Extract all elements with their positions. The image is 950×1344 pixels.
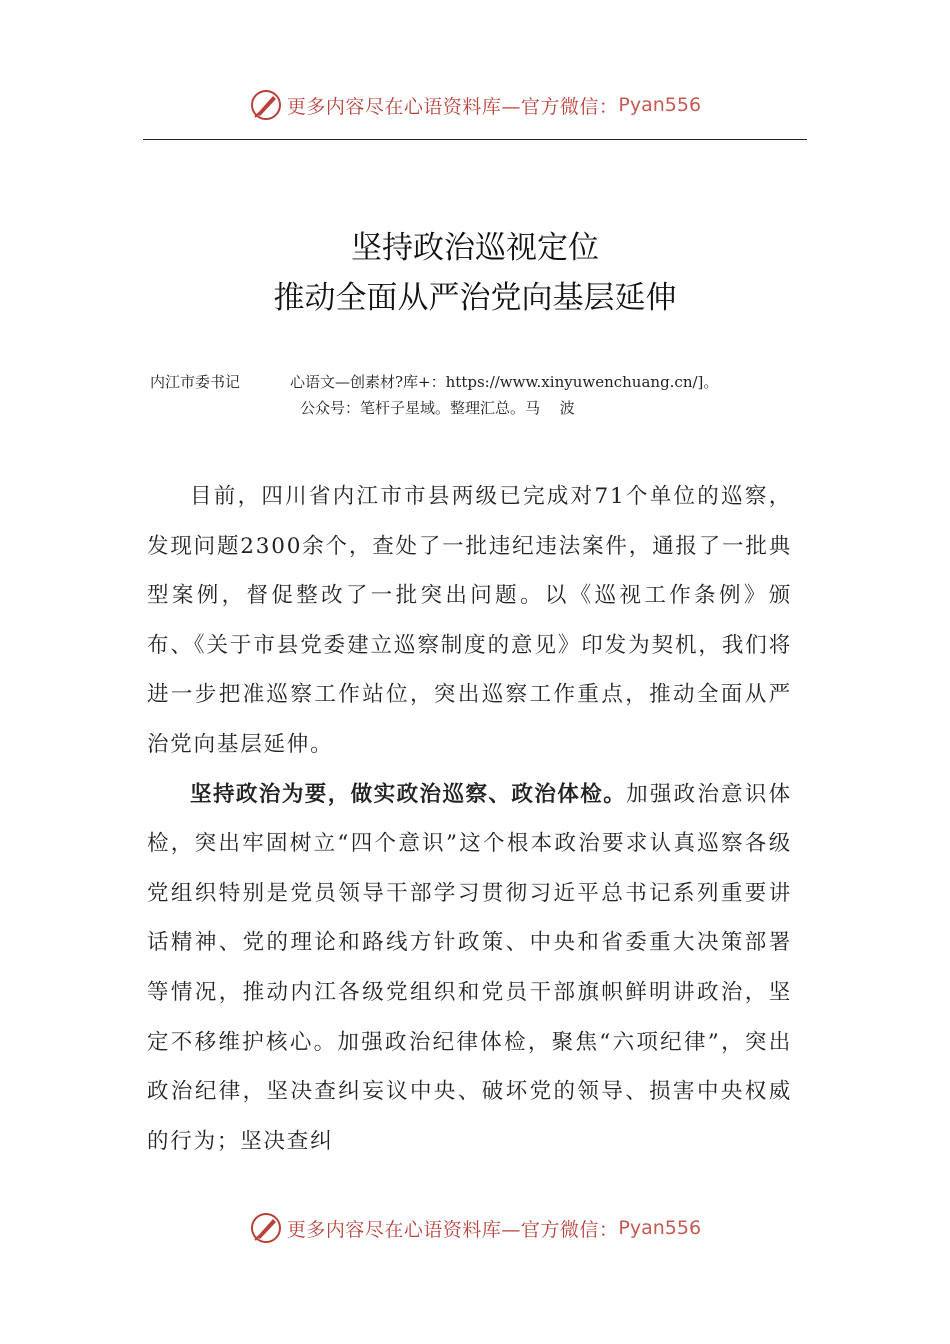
quill-pen-logo-icon xyxy=(249,88,283,122)
paragraph-1: 目前，四川省内江市市县两级已完成对71个单位的巡察，发现问题2300余个，查处了一批违纪违法案件，通报了一批典型案例，督促整改了一批突出问题。以《巡视工作条例》颁布、《关于市县党委建立巡察制度的意见》印发为契机，我们将进一步把准巡察工作站位，突出巡察工作重点，推动全面从严治党向基层延伸。 xyxy=(147,484,792,757)
byline-line2: 公众号：笔杆子星域。整理汇总。马 波 xyxy=(300,399,575,417)
quill-pen-logo-icon xyxy=(249,1211,283,1245)
paragraph-2-body: 加强政治意识体检，突出牢固树立“四个意识”这个根本政治要求认真巡察各级党组织特别是党员领导干部学习贯彻习近平总书记系列重要讲话精神、党的理论和路线方针政策、中央和省委重大决策部署等情况，推动内江各级党组织和党员干部旗帜鲜明讲政治，坚定不移维护核心。加强政治纪律体检，聚焦“六项纪律”，突出政治纪律，坚决查纠妄议中央、破坏党的领导、损害中央权威的行为；坚决查纠 xyxy=(147,781,792,1154)
banner-text: 更多内容尽在心语资料库—官方微信： xyxy=(286,95,619,118)
header-divider xyxy=(143,139,807,140)
paragraph-2 xyxy=(147,770,792,1167)
byline xyxy=(150,369,810,421)
watermark-banner-bottom xyxy=(0,1208,950,1248)
byline-role: 内江市委书记 xyxy=(150,373,241,391)
banner-wechat-id: Pyan556 xyxy=(618,1217,702,1239)
document-title-line2: 推动全面从严治党向基层延伸 xyxy=(273,280,677,316)
document-body xyxy=(147,472,792,1166)
byline-source: 心语文—创素材?库+：https://www.xinyuwenchuang.cn/]。 xyxy=(290,373,719,391)
banner-wechat-id: Pyan556 xyxy=(618,94,702,116)
paragraph-2-heading: 坚持政治为要，做实政治巡察、政治体检。 xyxy=(190,781,627,807)
banner-text: 更多内容尽在心语资料库—官方微信： xyxy=(286,1218,619,1241)
watermark-banner-top xyxy=(0,85,950,125)
document-title-line1: 坚持政治巡视定位 xyxy=(351,230,599,266)
